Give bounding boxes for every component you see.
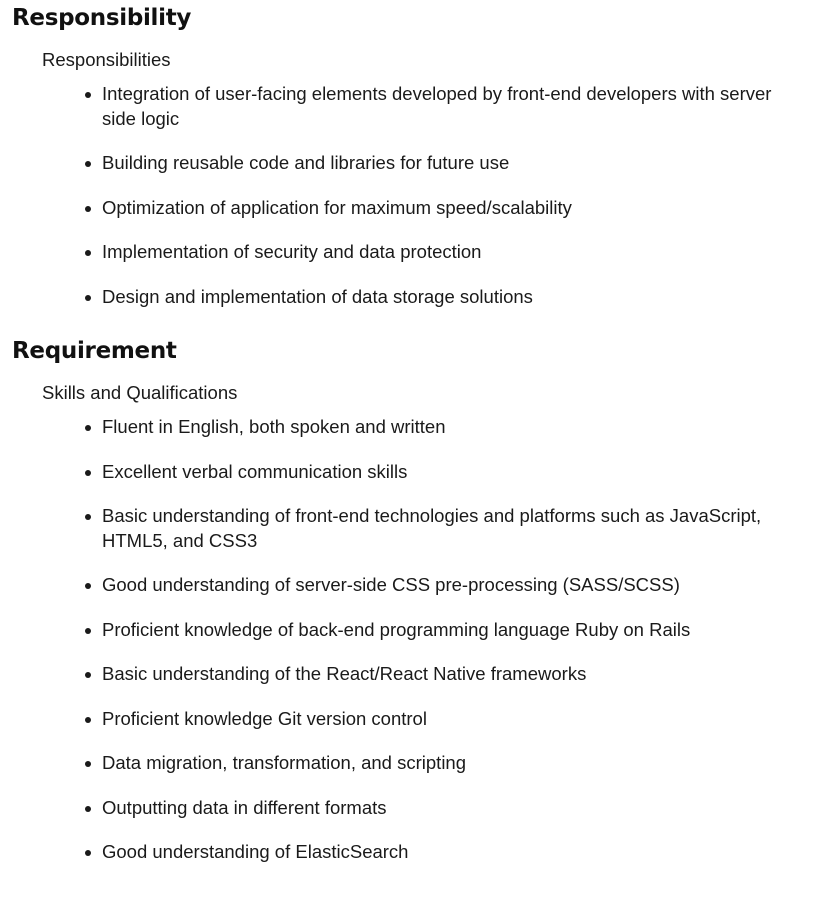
requirement-heading: Requirement — [12, 338, 177, 364]
list-item: Proficient knowledge of back-end programming language Ruby on Rails — [102, 618, 816, 643]
list-item: Proficient knowledge Git version control — [102, 707, 816, 732]
list-item: Building reusable code and libraries for future use — [102, 151, 816, 176]
list-item: Integration of user-facing elements developed by front-end developers with server side logic — [102, 82, 816, 131]
list-item: Basic understanding of the React/React Native frameworks — [102, 662, 816, 687]
list-item: Design and implementation of data storage solutions — [102, 285, 816, 310]
requirement-section — [12, 335, 816, 865]
responsibility-list — [12, 82, 816, 309]
list-item: Data migration, transformation, and scripting — [102, 751, 816, 776]
list-item: Excellent verbal communication skills — [102, 460, 816, 485]
list-item: Implementation of security and data protection — [102, 240, 816, 265]
requirement-list — [12, 415, 816, 865]
responsibility-section — [12, 0, 816, 309]
list-item: Good understanding of server-side CSS pre-processing (SASS/SCSS) — [102, 573, 816, 598]
responsibility-heading: Responsibility — [12, 5, 192, 31]
list-item: Good understanding of ElasticSearch — [102, 840, 816, 865]
responsibility-subtitle: Responsibilities — [42, 49, 171, 70]
list-item: Optimization of application for maximum speed/scalability — [102, 196, 816, 221]
requirement-subtitle: Skills and Qualifications — [42, 382, 238, 403]
list-item: Basic understanding of front-end technologies and platforms such as JavaScript, HTML5, and CSS3 — [102, 504, 816, 553]
list-item: Outputting data in different formats — [102, 796, 816, 821]
list-item: Fluent in English, both spoken and written — [102, 415, 816, 440]
